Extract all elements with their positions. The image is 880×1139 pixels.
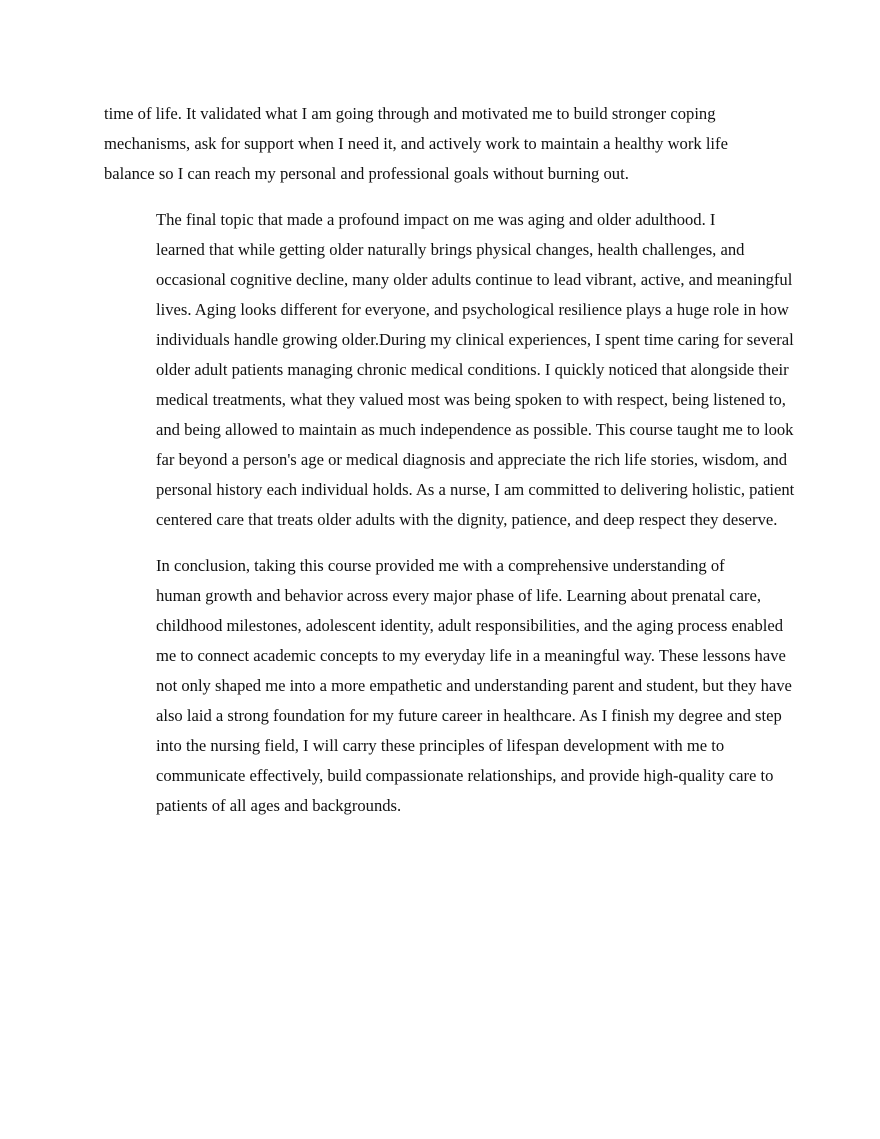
text-line: and being allowed to maintain as much independence as possible. This course taught me to look bbox=[156, 420, 794, 439]
text-line: The final topic that made a profound impact on me was aging and older adulthood. I bbox=[156, 210, 716, 229]
text-line: medical treatments, what they valued most was being spoken to with respect, being listened to, bbox=[156, 390, 786, 409]
paragraph-conclusion bbox=[104, 551, 792, 821]
text-line: not only shaped me into a more empathetic and understanding parent and student, but they have bbox=[156, 676, 792, 695]
text-line: individuals handle growing older.During my clinical experiences, I spent time caring for several bbox=[156, 330, 794, 349]
text-line: childhood milestones, adolescent identity, adult responsibilities, and the aging process enabled bbox=[156, 616, 784, 635]
text-line: centered care that treats older adults with the dignity, patience, and deep respect they deserve. bbox=[156, 510, 778, 529]
text-line: far beyond a person's age or medical diagnosis and appreciate the rich life stories, wisdom, and bbox=[156, 450, 788, 469]
document-body bbox=[104, 99, 795, 837]
text-line: older adult patients managing chronic medical conditions. I quickly noticed that alongside their bbox=[156, 360, 789, 379]
text-line: occasional cognitive decline, many older adults continue to lead vibrant, active, and meaningful bbox=[156, 270, 793, 289]
text-line: me to connect academic concepts to my everyday life in a meaningful way. These lessons have bbox=[156, 646, 786, 665]
text-line: learned that while getting older naturally brings physical changes, health challenges, and bbox=[156, 240, 745, 259]
text-line: balance so I can reach my personal and professional goals without burning out. bbox=[104, 164, 629, 183]
text-line: In conclusion, taking this course provided me with a comprehensive understanding of bbox=[156, 556, 725, 575]
text-line: personal history each individual holds. As a nurse, I am committed to delivering holistic, patient bbox=[156, 480, 795, 499]
text-line: human growth and behavior across every major phase of life. Learning about prenatal care, bbox=[156, 586, 761, 605]
text-line: time of life. It validated what I am going through and motivated me to build stronger coping bbox=[104, 104, 716, 123]
text-line: also laid a strong foundation for my future career in healthcare. As I finish my degree and step bbox=[156, 706, 782, 725]
paragraph-aging bbox=[104, 205, 795, 535]
text-line: communicate effectively, build compassionate relationships, and provide high-quality care to bbox=[156, 766, 774, 785]
text-line: mechanisms, ask for support when I need it, and actively work to maintain a healthy work life bbox=[104, 134, 728, 153]
paragraph-coping bbox=[104, 99, 772, 189]
text-line: lives. Aging looks different for everyone, and psychological resilience plays a huge role in how bbox=[156, 300, 789, 319]
text-line: patients of all ages and backgrounds. bbox=[156, 796, 402, 815]
text-line: into the nursing field, I will carry these principles of lifespan development with me to bbox=[156, 736, 725, 755]
